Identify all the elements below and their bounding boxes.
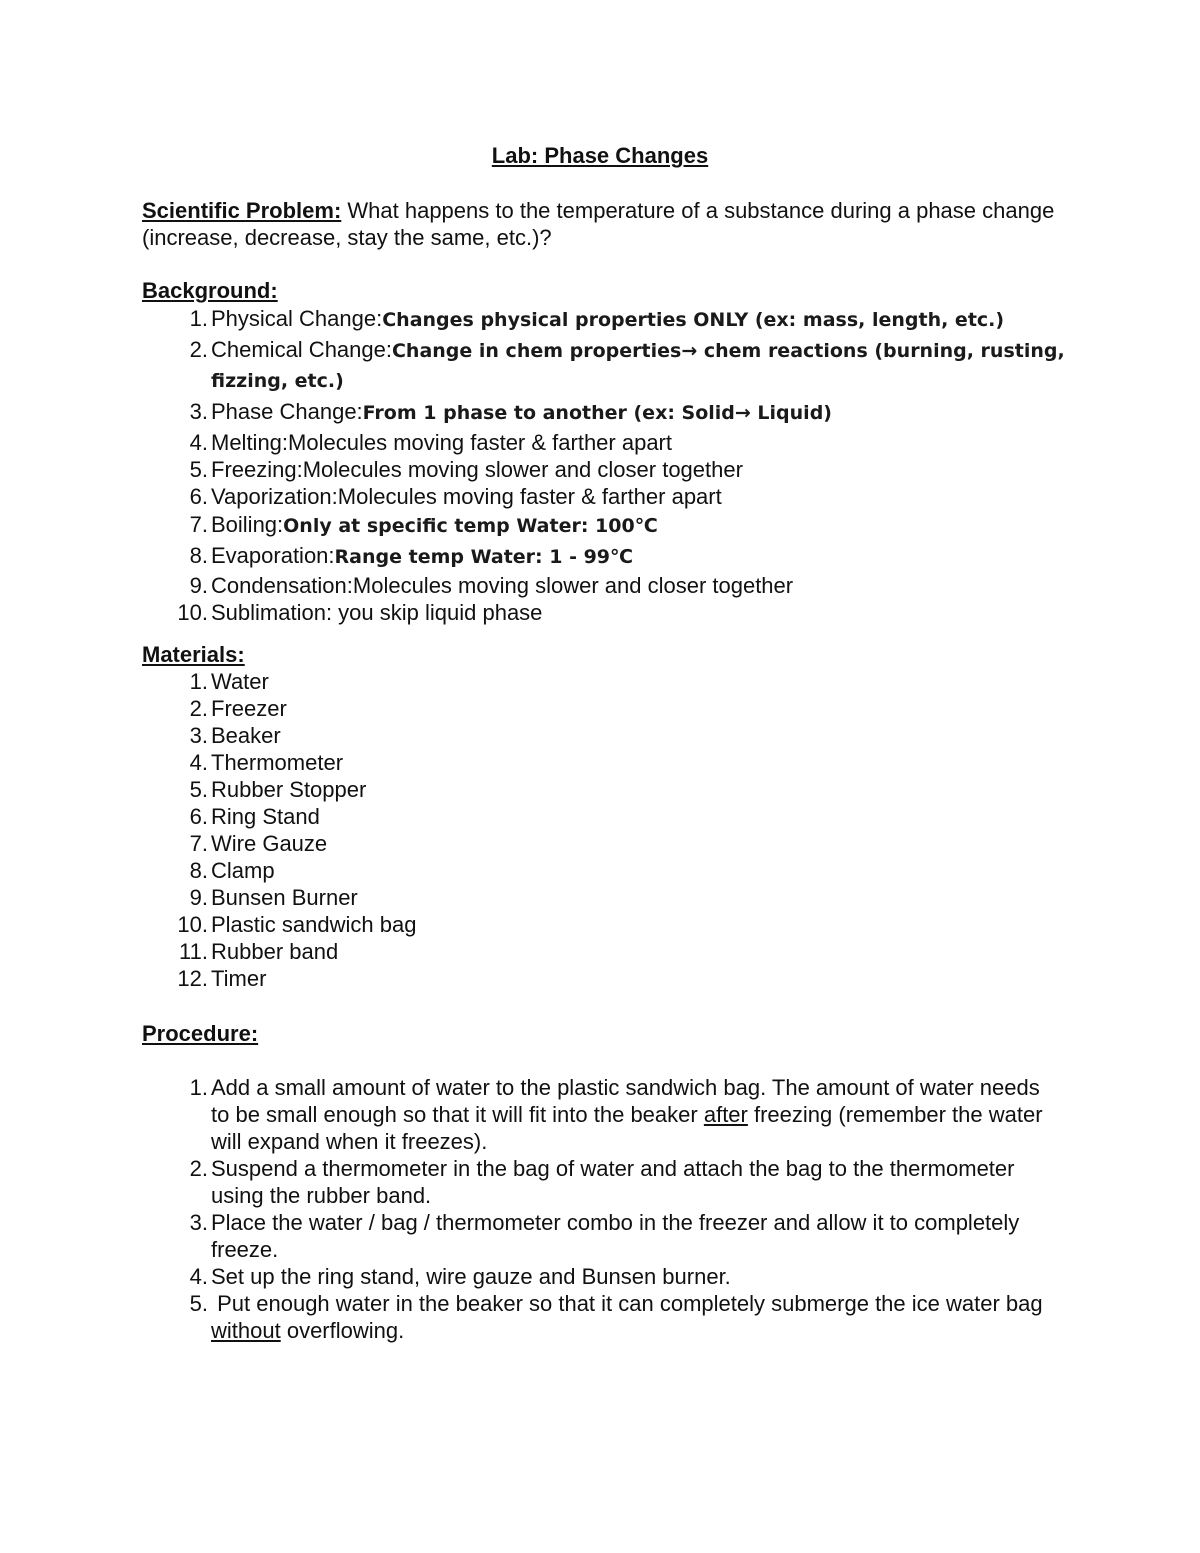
list-item: 4. Melting:Molecules moving faster & farther apart: [189, 430, 672, 455]
materials-heading: Materials:: [142, 642, 245, 667]
list-item: 5. Put enough water in the beaker so that it can completely submerge the ice water bag without overflowing.: [189, 1291, 1049, 1343]
list-item: 1. Add a small amount of water to the plastic sandwich bag. The amount of water needs to be small enough so that it will fit into the beaker after freezing (remember the water will expand when it freezes).: [189, 1075, 1043, 1154]
list-item: 5. Freezing:Molecules moving slower and closer together: [189, 457, 743, 482]
background-heading: Background:: [142, 278, 278, 303]
list-item: 2. Suspend a thermometer in the bag of water and attach the bag to the thermometer using the rubber band.: [189, 1156, 1015, 1208]
list-item: 4. Thermometer: [189, 750, 344, 775]
list-item: 6. Vaporization:Molecules moving faster & farther apart: [189, 484, 722, 509]
list-item: 12. Timer: [177, 966, 267, 991]
procedure-heading: Procedure:: [142, 1021, 259, 1046]
list-item: 11. Rubber band: [179, 939, 339, 964]
list-item: 9. Bunsen Burner: [189, 885, 358, 910]
procedure-list: [0, 1074, 1100, 1344]
list-item: 10. Plastic sandwich bag: [177, 912, 417, 937]
list-item: 8. Clamp: [189, 858, 275, 883]
materials-list: [0, 668, 1100, 992]
background-list: [0, 305, 1100, 626]
list-item: 7. Boiling:Only at specific temp Water: 100℃: [189, 512, 658, 537]
list-item: 1. Water: [189, 669, 269, 694]
list-item: 3. Beaker: [189, 723, 281, 748]
scientific-problem-label: Scientific Problem:: [142, 198, 342, 223]
list-item: 9. Condensation:Molecules moving slower and closer together: [189, 573, 794, 598]
list-item: 2. Chemical Change:Change in chem properties→ chem reactions (burning, rusting, fizzing, etc.): [189, 337, 1065, 392]
page-title: Lab: Phase Changes: [491, 143, 709, 168]
list-item: 8. Evaporation:Range temp Water: 1 - 99℃: [189, 543, 634, 568]
list-item: 3. Place the water / bag / thermometer combo in the freezer and allow it to completely freeze.: [189, 1210, 1020, 1262]
list-item: 7. Wire Gauze: [189, 831, 328, 856]
list-item: 2. Freezer: [189, 696, 287, 721]
list-item: 10. Sublimation: you skip liquid phase: [177, 600, 543, 625]
list-item: 3. Phase Change:From 1 phase to another (ex: Solid→ Liquid): [189, 399, 832, 424]
scientific-problem: [142, 197, 1072, 251]
list-item: 1. Physical Change:Changes physical properties ONLY (ex: mass, length, etc.): [189, 306, 1005, 331]
scientific-problem-text: What happens to the temperature of a substance during a phase change (increase, decrease, stay the same, etc.)?: [142, 198, 1055, 250]
list-item: 6. Ring Stand: [189, 804, 320, 829]
list-item: 5. Rubber Stopper: [189, 777, 367, 802]
list-item: 4. Set up the ring stand, wire gauze and Bunsen burner.: [189, 1264, 731, 1289]
